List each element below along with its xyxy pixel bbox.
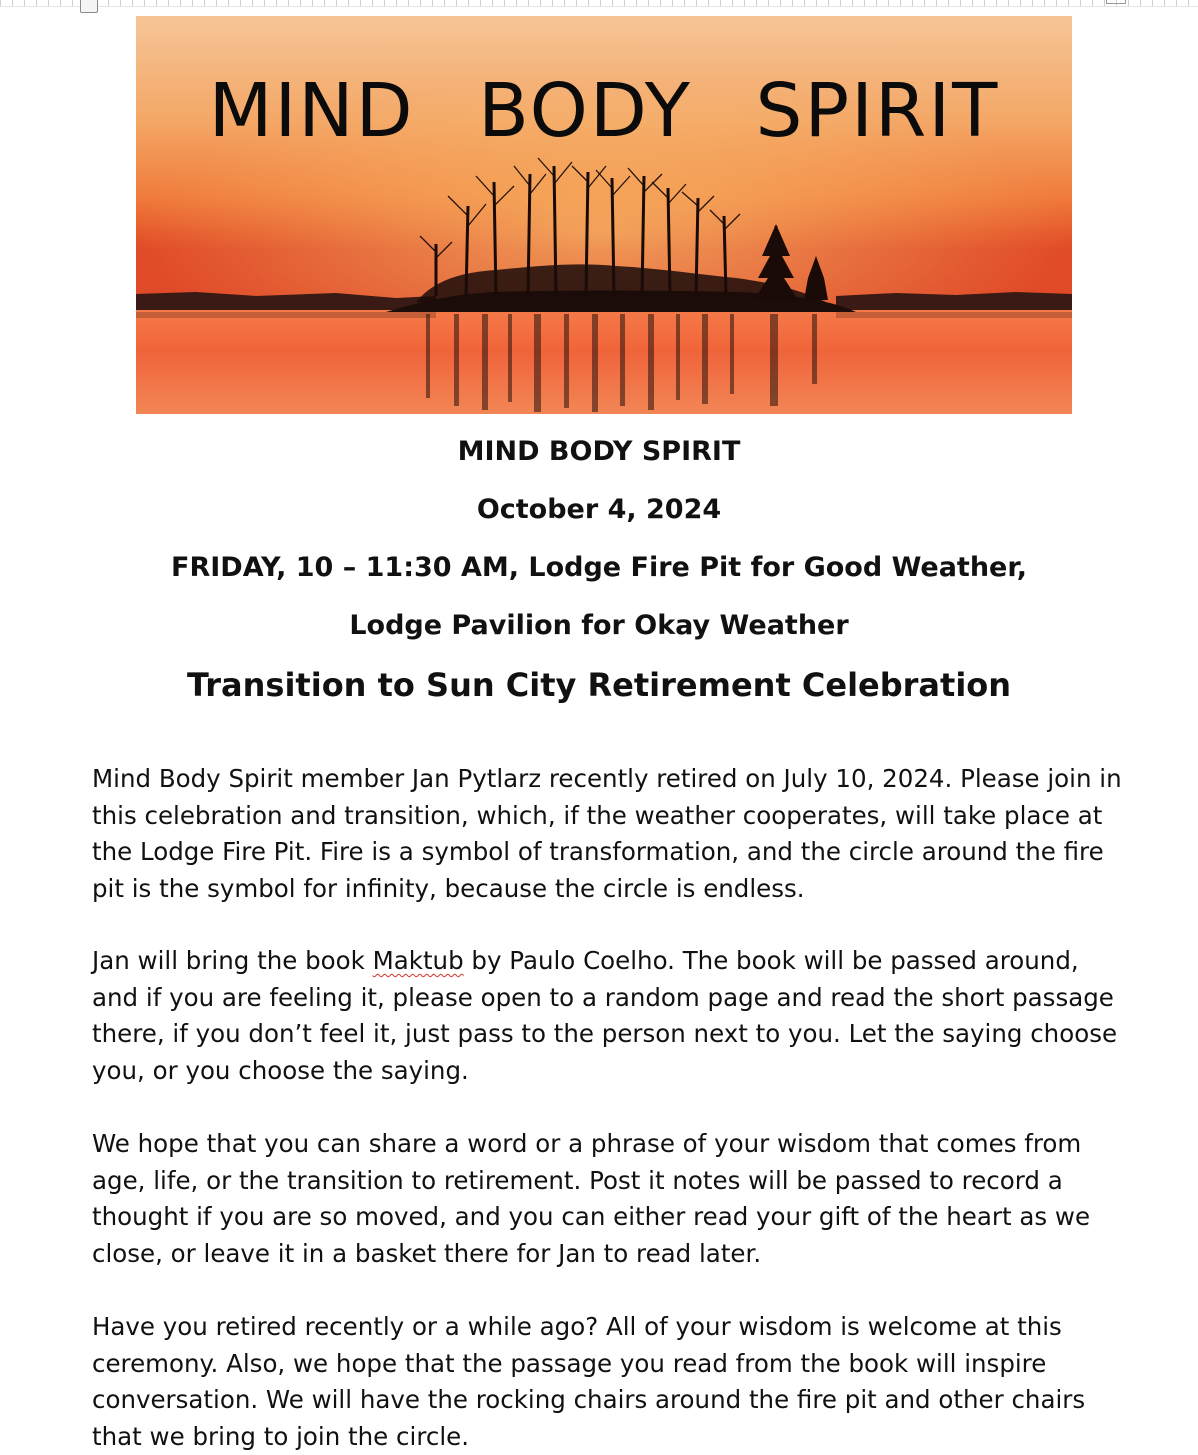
event-alt-location: Lodge Pavilion for Okay Weather (349, 610, 849, 641)
paragraph-book-before: Jan will bring the book (92, 946, 373, 975)
banner-image (136, 16, 1072, 414)
event-subtitle: Transition to Sun City Retirement Celebration (186, 666, 1012, 704)
event-time-location: FRIDAY, 10 – 11:30 AM, Lodge Fire Pit for Good Weather, (171, 552, 1027, 583)
banner-title: MIND BODY SPIRIT (208, 68, 1000, 154)
page-corner-marker-right (1106, 0, 1126, 4)
ruler (0, 0, 1198, 7)
event-title: MIND BODY SPIRIT (457, 436, 741, 467)
paragraph-intro: Mind Body Spirit member Jan Pytlarz recently retired on July 10, 2024. Please join in this celebration and transition, which, if the weather cooperates, will take place at the Lodge Fire Pit. Fire is a symbol of transformation, and the circle around the fire pit is the symbol for infinity, because the circle is endless. (92, 764, 1122, 903)
paragraph-book-after: by Paulo Coelho. The book will be passed around, and if you are feeling it, please open to a random page and read the short passage there, if you don’t feel it, just pass to the person next to you. Let the saying choose you, or you choose the saying. (92, 946, 1118, 1085)
page-corner-marker (80, 0, 98, 13)
event-date: October 4, 2024 (476, 494, 722, 525)
book-title-misspelled[interactable]: Maktub (372, 946, 464, 975)
paragraph-wisdom: We hope that you can share a word or a phrase of your wisdom that comes from age, life, or the transition to retirement. Post it notes will be passed to record a thought if you are so moved, and you can either read your gift of the heart as we close, or leave it in a basket there for Jan to read later. (92, 1129, 1091, 1268)
paragraph-closing: Have you retired recently or a while ago? All of your wisdom is welcome at this ceremony. Also, we hope that the passage you read from the book will inspire conversation. We will have the rocking chairs around the fire pit and other chairs that we bring to join the circle. (92, 1312, 1086, 1451)
paragraph-book (92, 943, 1132, 1089)
